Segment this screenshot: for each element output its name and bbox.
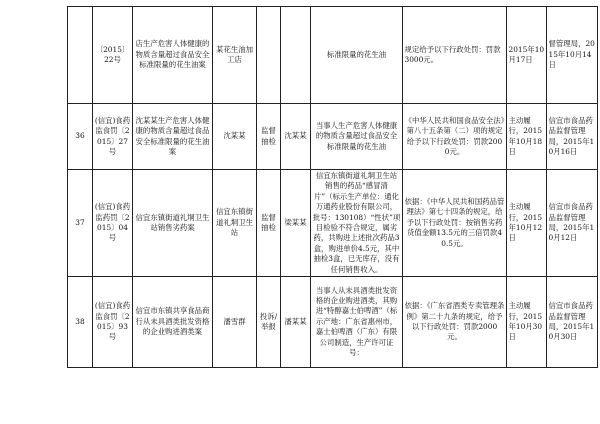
penalty-authority: 信宜市食品药品监督管理局，2015年10月30日 (547, 277, 598, 368)
case-name: 信宜市东镇共享食品商行从未具酒类批发资格的企业购进酒类案 (133, 277, 213, 368)
table-row (68, 277, 598, 368)
legal-representative: 沈某某 (281, 104, 311, 170)
party-name: 潘雪群 (213, 277, 257, 368)
penalty-authority: 督管理局，2015年10月14日 (547, 7, 598, 104)
penalty-basis: 依据：《中华人民共和国药品管理法》第七十四条的规定，给予以下行政处罚：按销售劣药货值金额13.5元的三倍罚款40.5元。 (403, 170, 507, 277)
penalty-table (67, 6, 598, 368)
penalty-authority: 信宜市食品药品监督管理局，2015年10月16日 (547, 104, 598, 170)
party-name: 沈某某 (213, 104, 257, 170)
penalty-basis: 依据：《广东省酒类专卖管理条例》第二十九条的规定，给予以下行政处罚：罚款2000元。 (403, 277, 507, 368)
decision-number: (信宜)食药监食罚〔2015〕27号 (93, 104, 133, 170)
legal-representative: 潘某某 (281, 277, 311, 368)
violation-facts: 标准限量的花生油 (311, 7, 403, 104)
penalty-basis: 规定给予以下行政处罚：罚款3000元。 (403, 7, 507, 104)
case-name: 店生产危害人体健康的物质含量超过食品安全标准限量的花生油案 (133, 7, 213, 104)
decision-number: (信宜)食药监药罚〔2015〕04号 (93, 170, 133, 277)
party-name: 信宜东镇街道礼垌卫生站 (213, 170, 257, 277)
violation-facts: 当事人从未具酒类批发资格的企业购进酒类，其购进“特醇嘉士伯啤酒”（标示产地：广东省惠州市，嘉士伯啤酒（广东）有限公司制造，生产许可证号： (311, 277, 403, 368)
violation-facts: 当事人生产危害人体健康的物质含量超过食品安全标准限量的花生油 (311, 104, 403, 170)
legal-representative: 梁某某 (281, 170, 311, 277)
penalty-authority: 信宜市食品药品监督管理局，2015年10月12日 (547, 170, 598, 277)
decision-number: 〔2015〕22号 (93, 7, 133, 104)
case-source: 监督抽检 (257, 170, 281, 277)
violation-facts: 信宜东镇街道礼垌卫生站销售的药品“感冒清片”（标示生产单位：通化万通药业股份有限公司，批号：130108）“性状”项目检验不符合规定，属劣药，共购进上述批次药品3盒，购进单价4.5元，其中抽检3盒，已无库存，没有任何销售收入。 (311, 170, 403, 277)
row-number (68, 7, 93, 104)
case-source (257, 7, 281, 104)
case-source: 监督抽检 (257, 104, 281, 170)
table-row (68, 170, 598, 277)
table-row (68, 104, 598, 170)
execution-status: 主动履行，2015年10月18日 (507, 104, 547, 170)
legal-representative (281, 7, 311, 104)
party-name: 某花生油加工店 (213, 7, 257, 104)
execution-status: 主动履行，2015年10月30日 (507, 277, 547, 368)
decision-number: (信宜)食药监食罚〔2015〕93号 (93, 277, 133, 368)
row-number: 38 (68, 277, 93, 368)
row-number: 36 (68, 104, 93, 170)
penalty-basis: 《中华人民共和国食品安全法》第八十五条第（二）项的规定给予以下行政处罚：罚款2000元。 (403, 104, 507, 170)
case-name: 信宜东镇街道礼垌卫生站销售劣药案 (133, 170, 213, 277)
case-name: 沈某某生产危害人体健康的物质含量超过食品安全标准限量的花生油案 (133, 104, 213, 170)
table-row (68, 7, 598, 104)
case-source: 投诉/举报 (257, 277, 281, 368)
row-number: 37 (68, 170, 93, 277)
execution-status: 主动履行，2015年10月12日 (507, 170, 547, 277)
execution-status: 2015年10月17日 (507, 7, 547, 104)
